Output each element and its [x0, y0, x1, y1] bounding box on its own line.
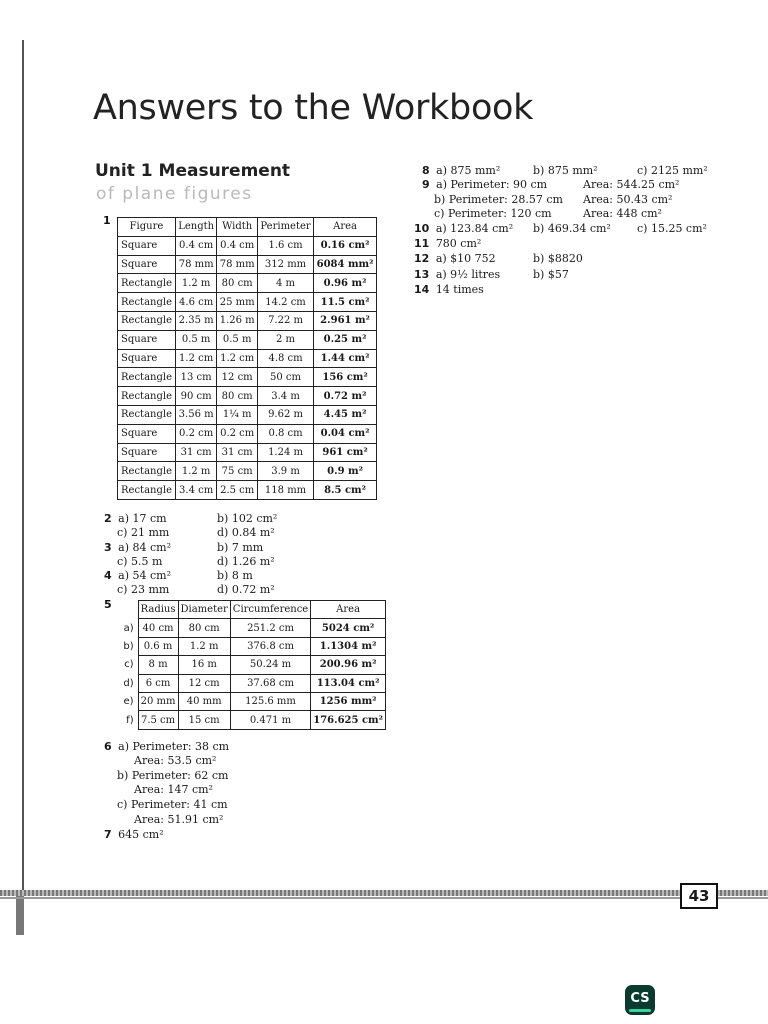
q5-header: Circumference — [230, 601, 310, 619]
q5-number: 5 — [104, 598, 112, 611]
q5-corner — [118, 601, 138, 619]
q1-cell: Square — [118, 330, 176, 349]
q5-row-label: a) — [123, 622, 134, 634]
q5-cell: 16 m — [178, 656, 230, 674]
q12-number: 12 — [414, 252, 430, 265]
q1-cell: Rectangle — [118, 311, 176, 330]
q1-cell: Rectangle — [118, 405, 176, 424]
q9-number: 9 — [422, 178, 430, 191]
q1-cell: 312 mm — [257, 255, 313, 274]
q1-cell: 4.6 cm — [175, 293, 217, 312]
q1-table-row — [118, 443, 377, 462]
q3-number: 3 — [104, 541, 112, 554]
q1-header-row — [118, 218, 377, 237]
q6-number: 6 — [104, 740, 112, 753]
q1-cell: Rectangle — [118, 293, 176, 312]
q12-a: a) $10 752 — [435, 252, 496, 265]
q1-cell: 78 mm — [217, 255, 258, 274]
q1-table-row — [118, 424, 377, 443]
q11-line — [414, 237, 481, 250]
q5-cell: 1.2 m — [178, 637, 230, 655]
q5-row-label: c) — [124, 659, 134, 671]
q7-number: 7 — [104, 828, 112, 841]
q1-cell: 1.2 m — [175, 462, 217, 481]
q1-cell: 2.5 cm — [217, 481, 258, 500]
q4-b: b) 8 m — [217, 569, 253, 582]
q1-cell: 961 cm² — [314, 443, 377, 462]
q1-cell: 1.24 m — [257, 443, 313, 462]
q1-cell: 0.8 cm — [257, 424, 313, 443]
q1-cell: 0.4 cm — [217, 236, 258, 255]
q1-cell: 1.2 cm — [217, 349, 258, 368]
q4-a: a) 54 cm² — [118, 569, 171, 582]
q5-table-row — [118, 656, 386, 674]
q10-line — [414, 222, 513, 235]
q1-cell: 0.72 m² — [314, 387, 377, 406]
q5-cell: 5024 cm² — [311, 619, 386, 637]
q6-c1: c) Perimeter: 41 cm — [117, 798, 228, 811]
q9-c: c) Perimeter: 120 cm — [434, 207, 552, 220]
q1-cell: 7.22 m — [257, 311, 313, 330]
q5-table-row — [118, 674, 386, 692]
q6-a1: a) Perimeter: 38 cm — [118, 740, 230, 753]
q9-a-area: Area: 544.25 cm² — [583, 178, 680, 191]
q5-cell: 12 cm — [178, 674, 230, 692]
q1-cell: Square — [118, 236, 176, 255]
q7-text: 645 cm² — [118, 828, 164, 841]
q1-cell: 1.2 cm — [175, 349, 217, 368]
q5-cell: 251.2 cm — [230, 619, 310, 637]
q5-cell: 37.68 cm — [230, 674, 310, 692]
q1-cell: 1.44 cm² — [314, 349, 377, 368]
q9-a: a) Perimeter: 90 cm — [436, 178, 548, 191]
q10-number: 10 — [414, 222, 430, 235]
q1-cell: 1.2 m — [175, 274, 217, 293]
left-margin-mark — [16, 895, 24, 935]
q13-b: b) $57 — [533, 268, 569, 281]
q1-table-row — [118, 311, 377, 330]
page-title: Answers to the Workbook — [93, 88, 534, 128]
footer-rule — [0, 890, 768, 896]
q2-a: a) 17 cm — [118, 512, 167, 525]
q14-number: 14 — [414, 283, 430, 296]
q1-cell: 12 cm — [217, 368, 258, 387]
q5-cell: 50.24 m — [230, 656, 310, 674]
q5-header: Area — [311, 601, 386, 619]
q1-table-row — [118, 255, 377, 274]
camscanner-badge-icon[interactable]: CS — [625, 985, 655, 1015]
q9-line-a — [422, 178, 547, 191]
q5-header: Diameter — [178, 601, 230, 619]
q1-cell: 3.4 cm — [175, 481, 217, 500]
q14-text: 14 times — [435, 283, 484, 296]
q5-cell: 200.96 m² — [311, 656, 386, 674]
q1-header: Figure — [118, 218, 176, 237]
q1-cell: 4 m — [257, 274, 313, 293]
q6-line-a1 — [104, 740, 229, 753]
q5-cell: 176.625 cm² — [311, 711, 386, 729]
q1-cell: Rectangle — [118, 274, 176, 293]
q1-cell: 80 cm — [217, 274, 258, 293]
q6-a2: Area: 53.5 cm² — [134, 754, 217, 767]
q1-cell: 9.62 m — [257, 405, 313, 424]
q1-cell: 0.96 m² — [314, 274, 377, 293]
q13-a: a) 9½ litres — [435, 268, 501, 281]
q1-table — [117, 217, 377, 500]
q1-header: Length — [175, 218, 217, 237]
q1-cell: 4.8 cm — [257, 349, 313, 368]
q5-cell: 125.6 mm — [230, 692, 310, 710]
q3-c: c) 5.5 m — [117, 555, 163, 568]
q1-header: Width — [217, 218, 258, 237]
q12-b: b) $8820 — [533, 252, 583, 265]
q5-cell: 0.471 m — [230, 711, 310, 729]
q1-cell: 0.2 cm — [217, 424, 258, 443]
q5-cell: 40 mm — [178, 692, 230, 710]
q1-cell: Rectangle — [118, 462, 176, 481]
q9-b: b) Perimeter: 28.57 cm — [434, 193, 563, 206]
q1-cell: 3.56 m — [175, 405, 217, 424]
q1-cell: 0.2 cm — [175, 424, 217, 443]
unit-subheading: of plane figures — [96, 184, 253, 204]
q10-a: a) 123.84 cm² — [435, 222, 514, 235]
q1-cell: 4.45 m² — [314, 405, 377, 424]
q5-cell: 8 m — [138, 656, 178, 674]
q12-line — [414, 252, 496, 265]
q5-row-label: d) — [123, 677, 134, 689]
q1-cell: 0.4 cm — [175, 236, 217, 255]
q8-line — [422, 164, 500, 177]
q1-table-row — [118, 368, 377, 387]
unit-heading: Unit 1 Measurement — [95, 161, 291, 181]
q1-cell: 0.9 m² — [314, 462, 377, 481]
q1-cell: Square — [118, 349, 176, 368]
q5-table-row — [118, 711, 386, 729]
q1-cell: 31 cm — [175, 443, 217, 462]
q1-header: Perimeter — [257, 218, 313, 237]
q1-cell: 2.35 m — [175, 311, 217, 330]
q5-cell: 1256 mm² — [311, 692, 386, 710]
q1-table-row — [118, 481, 377, 500]
q1-cell: 8.5 cm² — [314, 481, 377, 500]
q11-number: 11 — [414, 237, 430, 250]
q5-row-label: e) — [123, 696, 134, 708]
q1-table-row — [118, 405, 377, 424]
q8-b: b) 875 mm² — [533, 164, 598, 177]
q1-cell: 50 cm — [257, 368, 313, 387]
q1-cell: 3.4 m — [257, 387, 313, 406]
q5-row-label: b) — [123, 640, 134, 652]
q11-text: 780 cm² — [435, 237, 482, 250]
q3-d: d) 1.26 m² — [217, 555, 275, 568]
q5-cell: 113.04 cm² — [311, 674, 386, 692]
q1-cell: Rectangle — [118, 481, 176, 500]
q1-cell: 78 mm — [175, 255, 217, 274]
q1-cell: 11.5 cm² — [314, 293, 377, 312]
q1-cell: 90 cm — [175, 387, 217, 406]
q10-c: c) 15.25 cm² — [637, 222, 707, 235]
q1-cell: Square — [118, 255, 176, 274]
q1-cell: 0.04 cm² — [314, 424, 377, 443]
q1-cell: 25 mm — [217, 293, 258, 312]
q4-d: d) 0.72 m² — [217, 583, 275, 596]
q3-line-1 — [104, 541, 171, 554]
q1-cell: 3.9 m — [257, 462, 313, 481]
q1-cell: 118 mm — [257, 481, 313, 500]
q1-cell: 6084 mm² — [314, 255, 377, 274]
q8-c: c) 2125 mm² — [637, 164, 708, 177]
footer-rule-thin — [0, 897, 768, 899]
q5-cell: 0.6 m — [138, 637, 178, 655]
q5-header: Radius — [138, 601, 178, 619]
q5-cell: 80 cm — [178, 619, 230, 637]
q1-cell: 2 m — [257, 330, 313, 349]
q6-b1: b) Perimeter: 62 cm — [117, 769, 229, 782]
q5-table-row — [118, 692, 386, 710]
q13-line — [414, 268, 500, 281]
q6-c2: Area: 51.91 cm² — [134, 813, 224, 826]
q5-row-label: f) — [126, 714, 134, 726]
q2-number: 2 — [104, 512, 112, 525]
q1-cell: 0.5 m — [217, 330, 258, 349]
q1-table-row — [118, 293, 377, 312]
q5-cell: 40 cm — [138, 619, 178, 637]
q1-header: Area — [314, 218, 377, 237]
q5-table-row — [118, 619, 386, 637]
q10-b: b) 469.34 cm² — [533, 222, 611, 235]
q1-cell: Rectangle — [118, 387, 176, 406]
q8-number: 8 — [422, 164, 430, 177]
q1-table-row — [118, 387, 377, 406]
q1-cell: Rectangle — [118, 368, 176, 387]
q1-cell: 0.16 cm² — [314, 236, 377, 255]
q1-cell: 14.2 cm — [257, 293, 313, 312]
q1-table-row — [118, 274, 377, 293]
q7-line — [104, 828, 164, 841]
q1-cell: 2.961 m² — [314, 311, 377, 330]
q3-b: b) 7 mm — [217, 541, 264, 554]
q1-cell: 75 cm — [217, 462, 258, 481]
q2-line-1 — [104, 512, 167, 525]
q5-table — [118, 600, 386, 730]
q1-table-row — [118, 462, 377, 481]
q5-table-row — [118, 637, 386, 655]
q13-number: 13 — [414, 268, 430, 281]
q6-b2: Area: 147 cm² — [134, 783, 213, 796]
q5-cell: 6 cm — [138, 674, 178, 692]
q1-cell: 0.5 m — [175, 330, 217, 349]
q1-cell: Square — [118, 424, 176, 443]
q5-cell: 7.5 cm — [138, 711, 178, 729]
q5-cell: 376.8 cm — [230, 637, 310, 655]
q3-a: a) 84 cm² — [118, 541, 171, 554]
page-number: 43 — [680, 883, 718, 909]
q1-table-row — [118, 349, 377, 368]
left-margin-line — [22, 40, 24, 930]
q4-number: 4 — [104, 569, 112, 582]
q2-c: c) 21 mm — [117, 526, 170, 539]
q9-b-area: Area: 50.43 cm² — [583, 193, 673, 206]
q1-cell: 1.6 cm — [257, 236, 313, 255]
q1-cell: 1.26 m — [217, 311, 258, 330]
q4-line-1 — [104, 569, 171, 582]
q5-header-row — [118, 601, 386, 619]
q14-line — [414, 283, 484, 296]
q1-cell: 13 cm — [175, 368, 217, 387]
q1-cell: Square — [118, 443, 176, 462]
q1-cell: 31 cm — [217, 443, 258, 462]
q1-table-row — [118, 236, 377, 255]
q1-cell: 80 cm — [217, 387, 258, 406]
q1-number: 1 — [103, 214, 111, 227]
q9-c-area: Area: 448 cm² — [583, 207, 662, 220]
q5-cell: 20 mm — [138, 692, 178, 710]
q1-cell: 0.25 m² — [314, 330, 377, 349]
q4-c: c) 23 mm — [117, 583, 170, 596]
q2-b: b) 102 cm² — [217, 512, 278, 525]
q2-d: d) 0.84 m² — [217, 526, 275, 539]
q5-cell: 1.1304 m² — [311, 637, 386, 655]
q1-cell: 1¼ m — [217, 405, 258, 424]
q1-cell: 156 cm² — [314, 368, 377, 387]
q5-cell: 15 cm — [178, 711, 230, 729]
q1-table-row — [118, 330, 377, 349]
q8-a: a) 875 mm² — [436, 164, 501, 177]
